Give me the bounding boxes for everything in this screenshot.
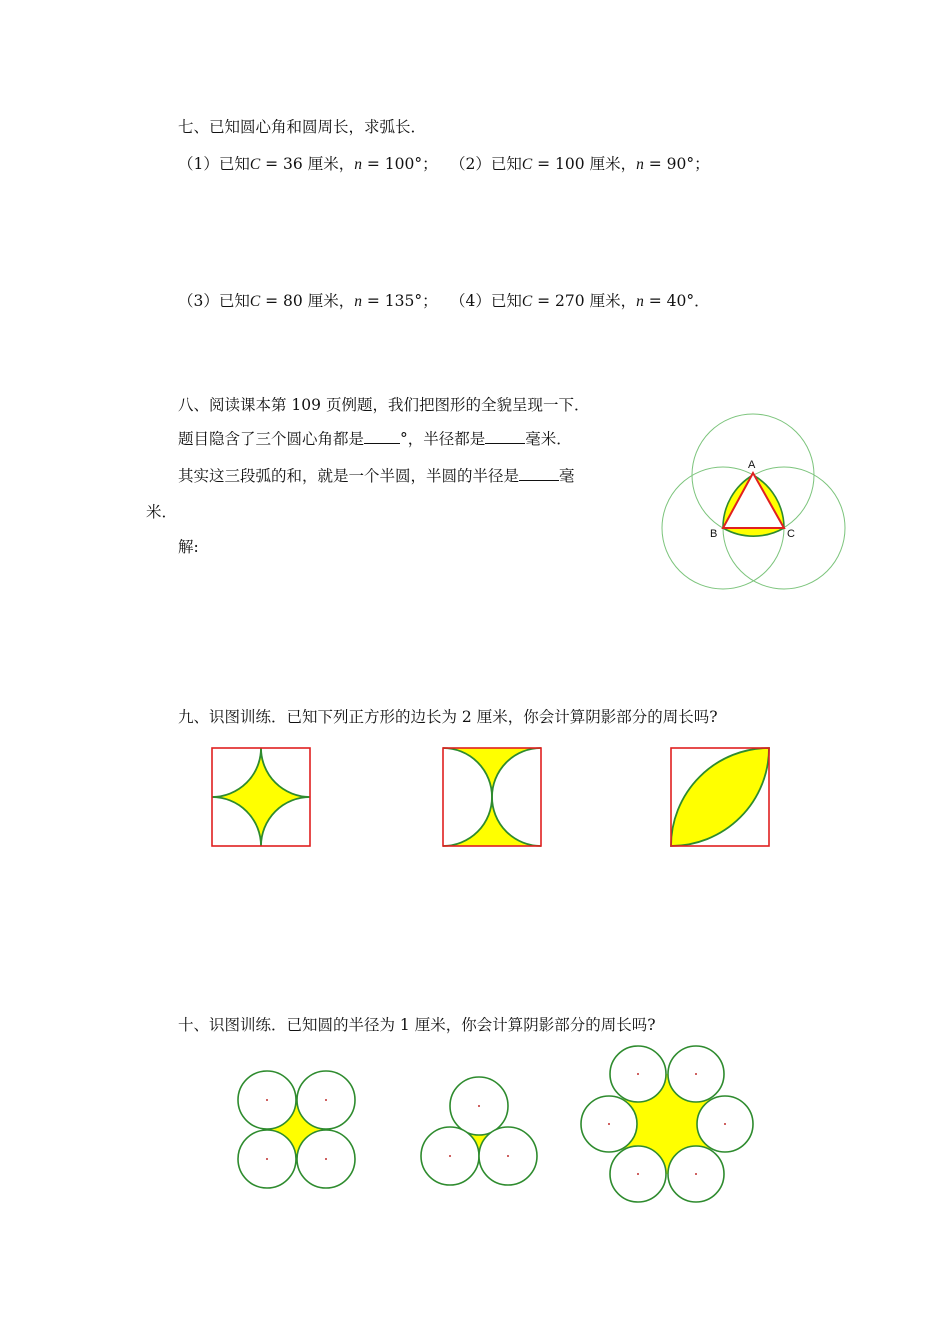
value-c: = 36 厘米，	[260, 155, 355, 173]
shaded-lens	[671, 748, 769, 846]
section9-title: 九、识图训练．已知下列正方形的边长为 2 厘米，你会计算阴影部分的周长吗?	[178, 708, 718, 726]
circles-figure-6	[580, 1045, 754, 1203]
value-n: = 100°；	[361, 155, 438, 173]
center-dot	[695, 1073, 697, 1075]
center-dot	[724, 1123, 726, 1125]
label-a: A	[748, 459, 756, 471]
text: 题目隐含了三个圆心角都是	[178, 430, 365, 448]
square-figure-2	[443, 748, 541, 846]
text: 其实这三段弧的和，就是一个半圆，半圆的半径是	[178, 467, 520, 485]
var-c: C	[521, 293, 533, 310]
center-dot	[695, 1173, 697, 1175]
center-dot	[608, 1123, 610, 1125]
center-dot	[478, 1105, 480, 1107]
section7-item-1	[178, 154, 438, 175]
var-n: n	[354, 156, 362, 173]
answer-blank-radius[interactable]	[485, 429, 525, 444]
var-n: n	[636, 293, 644, 310]
section8-line3: 米．	[146, 503, 178, 521]
value-n: = 90°；	[643, 155, 710, 173]
text: °，半径都是	[400, 430, 486, 448]
center-dot	[325, 1099, 327, 1101]
section8-line2	[178, 466, 575, 486]
center-dot	[449, 1155, 451, 1157]
square-figure-1	[212, 748, 310, 846]
value-c: = 80 厘米，	[260, 292, 355, 310]
center-dot	[507, 1155, 509, 1157]
text: 毫米．	[525, 430, 572, 448]
section7-item-2	[450, 154, 710, 175]
section8-title: 八、阅读课本第 109 页例题，我们把图形的全貌呈现一下．	[178, 396, 590, 414]
item-number: （3）已知	[178, 292, 250, 310]
var-c: C	[249, 156, 261, 173]
square-figure-3	[671, 748, 769, 846]
circles-figure-3	[418, 1075, 540, 1187]
item-number: （2）已知	[450, 155, 522, 173]
label-b: B	[710, 528, 718, 540]
item-number: （4）已知	[450, 292, 522, 310]
text: 毫	[559, 467, 575, 485]
var-c: C	[249, 293, 261, 310]
value-c: = 100 厘米，	[532, 155, 637, 173]
item-number: （1）已知	[178, 155, 250, 173]
var-c: C	[521, 156, 533, 173]
center-dot	[325, 1158, 327, 1160]
value-n: = 40°．	[643, 292, 710, 310]
center-dot	[266, 1158, 268, 1160]
center-dot	[637, 1173, 639, 1175]
section7-item-4	[450, 291, 710, 312]
section7-title: 七、已知圆心角和圆周长，求弧长．	[178, 118, 427, 136]
section7-item-3	[178, 291, 438, 312]
answer-blank-semicircle-radius[interactable]	[519, 466, 559, 481]
value-n: = 135°；	[361, 292, 438, 310]
section10-title: 十、识图训练．已知圆的半径为 1 厘米，你会计算阴影部分的周长吗?	[178, 1016, 656, 1034]
var-n: n	[636, 156, 644, 173]
reuleaux-figure	[660, 413, 850, 593]
value-c: = 270 厘米，	[532, 292, 637, 310]
answer-blank-angle[interactable]	[364, 429, 400, 444]
section8-solve: 解:	[178, 538, 199, 556]
shaded-astroid	[212, 748, 310, 846]
center-dot	[637, 1073, 639, 1075]
var-n: n	[354, 293, 362, 310]
label-c: C	[787, 528, 795, 540]
section8-line1	[178, 429, 572, 449]
center-dot	[266, 1099, 268, 1101]
circles-figure-4	[236, 1069, 358, 1191]
